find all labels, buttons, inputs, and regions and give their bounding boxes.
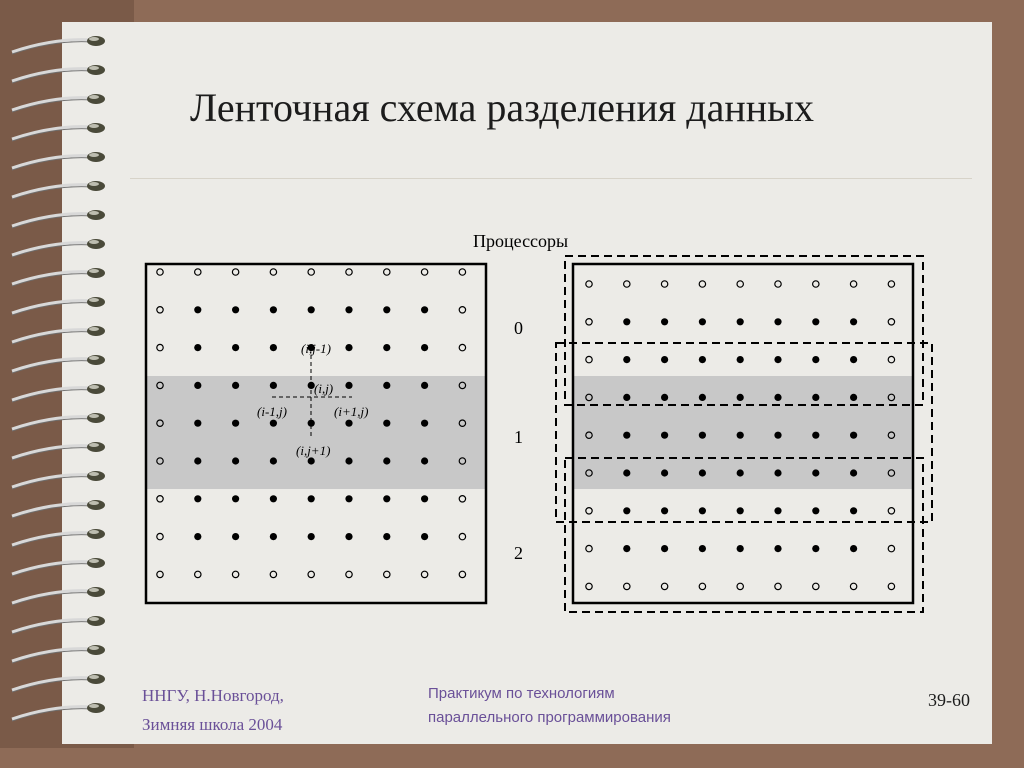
right-grid-boundary-point — [699, 281, 705, 287]
right-grid-interior-point — [812, 432, 819, 439]
right-grid-interior-point — [850, 507, 857, 514]
label-right-neighbor: (i+1,j) — [334, 404, 369, 419]
right-grid-interior-point — [623, 432, 630, 439]
left-grid-boundary-point — [459, 496, 465, 502]
right-grid-boundary-point — [586, 545, 592, 551]
right-grid-boundary-point — [661, 583, 667, 589]
left-grid-boundary-point — [346, 269, 352, 275]
left-grid-interior-point — [383, 495, 390, 502]
left-grid-boundary-point — [157, 344, 163, 350]
right-grid-interior-point — [623, 356, 630, 363]
processor-id-2: 2 — [514, 543, 523, 563]
left-grid-interior-point — [270, 344, 277, 351]
right-grid-interior-point — [699, 394, 706, 401]
footer-org — [142, 683, 284, 738]
right-grid-boundary-point — [586, 583, 592, 589]
left-grid-interior-point — [421, 420, 428, 427]
right-grid-interior-point — [774, 469, 781, 476]
left-grid-boundary-point — [421, 269, 427, 275]
left-grid-boundary-point — [157, 307, 163, 313]
footer-org-line1: ННГУ, Н.Новгород, — [142, 686, 284, 705]
left-grid-interior-point — [232, 382, 239, 389]
left-grid-interior-point — [270, 495, 277, 502]
left-grid-boundary-point — [157, 269, 163, 275]
left-grid-interior-point — [345, 457, 352, 464]
right-grid-interior-point — [699, 356, 706, 363]
right-grid-interior-point — [812, 469, 819, 476]
footer-course — [428, 682, 671, 730]
label-top-neighbor: (i,j-1) — [301, 341, 331, 356]
left-grid-interior-point — [308, 457, 315, 464]
left-grid-boundary-point — [157, 496, 163, 502]
left-grid-boundary-point — [384, 571, 390, 577]
right-grid-boundary-point — [586, 281, 592, 287]
right-grid-interior-point — [623, 507, 630, 514]
left-grid-interior-point — [345, 344, 352, 351]
left-grid-interior-point — [421, 533, 428, 540]
right-grid-interior-point — [737, 356, 744, 363]
right-grid-boundary-point — [888, 281, 894, 287]
left-grid-interior-point — [383, 382, 390, 389]
left-grid-boundary-point — [384, 269, 390, 275]
left-grid-boundary-point — [459, 269, 465, 275]
page-number: 39-60 — [928, 690, 970, 710]
right-grid-interior-point — [623, 469, 630, 476]
left-grid-interior-point — [383, 306, 390, 313]
right-grid-interior-point — [774, 318, 781, 325]
left-grid-boundary-point — [308, 269, 314, 275]
left-grid-interior-point — [194, 457, 201, 464]
right-grid-boundary-point — [586, 319, 592, 325]
right-grid-boundary-point — [888, 508, 894, 514]
processors-label: Процессоры — [473, 231, 569, 251]
left-grid-interior-point — [270, 533, 277, 540]
label-left-neighbor: (i-1,j) — [257, 404, 287, 419]
left-grid-interior-point — [308, 495, 315, 502]
left-grid-interior-point — [345, 495, 352, 502]
right-grid-interior-point — [661, 318, 668, 325]
right-grid-boundary-point — [624, 583, 630, 589]
left-grid-interior-point — [345, 420, 352, 427]
left-grid-interior-point — [383, 420, 390, 427]
right-grid-boundary-point — [775, 281, 781, 287]
right-grid-boundary-point — [586, 508, 592, 514]
right-grid-interior-point — [774, 545, 781, 552]
left-grid-interior-point — [232, 344, 239, 351]
right-grid-interior-point — [699, 318, 706, 325]
left-grid-interior-point — [270, 420, 277, 427]
left-grid-interior-point — [270, 457, 277, 464]
left-grid-interior-point — [194, 495, 201, 502]
right-grid-boundary-point — [850, 281, 856, 287]
right-grid-interior-point — [737, 394, 744, 401]
left-grid-boundary-point — [459, 533, 465, 539]
left-grid-interior-point — [232, 420, 239, 427]
left-grid-interior-point — [421, 495, 428, 502]
left-grid-boundary-point — [232, 269, 238, 275]
right-grid-interior-point — [812, 394, 819, 401]
left-grid-interior-point — [383, 533, 390, 540]
left-grid-boundary-point — [459, 571, 465, 577]
right-grid-interior-point — [661, 432, 668, 439]
slide-title: Ленточная схема разделения данных — [190, 85, 815, 130]
left-grid-boundary-point — [346, 571, 352, 577]
left-grid-interior-point — [232, 533, 239, 540]
left-grid-interior-point — [383, 344, 390, 351]
right-grid-interior-point — [812, 545, 819, 552]
left-grid-boundary-point — [459, 344, 465, 350]
footer-org-line2: Зимняя школа 2004 — [142, 715, 283, 734]
right-grid-interior-point — [737, 545, 744, 552]
left-grid-interior-point — [194, 533, 201, 540]
left-grid-interior-point — [194, 344, 201, 351]
right-grid-interior-point — [699, 432, 706, 439]
right-grid-interior-point — [699, 469, 706, 476]
right-grid-interior-point — [774, 507, 781, 514]
left-grid-interior-point — [421, 457, 428, 464]
footer-course-line2: параллельного программирования — [428, 709, 671, 726]
left-grid-interior-point — [383, 457, 390, 464]
right-grid-interior-point — [661, 394, 668, 401]
label-center: (i,j) — [314, 381, 334, 396]
right-grid-interior-point — [661, 356, 668, 363]
right-grid-boundary-point — [888, 356, 894, 362]
right-grid-boundary-point — [699, 583, 705, 589]
left-grid-interior-point — [421, 344, 428, 351]
right-grid-interior-point — [623, 394, 630, 401]
left-grid-interior-point — [232, 457, 239, 464]
right-grid-interior-point — [850, 545, 857, 552]
left-grid-boundary-point — [195, 571, 201, 577]
left-grid-boundary-point — [232, 571, 238, 577]
left-grid-interior-point — [421, 382, 428, 389]
right-grid-boundary-point — [888, 545, 894, 551]
left-grid-interior-point — [232, 306, 239, 313]
left-grid-boundary-point — [157, 533, 163, 539]
left-grid-boundary-point — [157, 571, 163, 577]
left-grid-boundary-point — [195, 269, 201, 275]
right-grid-interior-point — [699, 507, 706, 514]
right-grid-boundary-point — [737, 281, 743, 287]
right-grid-interior-point — [737, 507, 744, 514]
right-grid-boundary-point — [813, 583, 819, 589]
right-grid-interior-point — [850, 432, 857, 439]
left-grid-boundary-point — [270, 571, 276, 577]
left-grid-interior-point — [270, 382, 277, 389]
right-grid-boundary-point — [775, 583, 781, 589]
right-grid-boundary-point — [661, 281, 667, 287]
right-grid-interior-point — [737, 469, 744, 476]
right-grid-interior-point — [661, 469, 668, 476]
left-grid-interior-point — [421, 306, 428, 313]
right-grid-interior-point — [812, 507, 819, 514]
right-grid-interior-point — [661, 545, 668, 552]
right-grid-interior-point — [737, 318, 744, 325]
right-grid-boundary-point — [586, 356, 592, 362]
left-grid-interior-point — [308, 306, 315, 313]
left-grid-boundary-point — [421, 571, 427, 577]
left-grid-interior-point — [345, 533, 352, 540]
right-grid-boundary-point — [888, 319, 894, 325]
left-grid-interior-point — [194, 382, 201, 389]
left-grid-interior-point — [194, 420, 201, 427]
right-grid-interior-point — [623, 318, 630, 325]
right-grid-interior-point — [774, 432, 781, 439]
right-grid-interior-point — [661, 507, 668, 514]
left-grid-interior-point — [308, 533, 315, 540]
right-grid-interior-point — [699, 545, 706, 552]
right-grid-interior-point — [812, 356, 819, 363]
right-grid-interior-point — [737, 432, 744, 439]
label-bottom-neighbor: (i,j+1) — [296, 443, 331, 458]
left-grid-boundary-point — [308, 571, 314, 577]
left-grid-interior-point — [345, 306, 352, 313]
right-grid — [556, 256, 932, 612]
right-grid-interior-point — [623, 545, 630, 552]
left-grid-boundary-point — [270, 269, 276, 275]
left-grid-boundary-point — [459, 307, 465, 313]
right-grid-boundary-point — [850, 583, 856, 589]
left-grid-interior-point — [232, 495, 239, 502]
left-grid-interior-point — [194, 306, 201, 313]
right-grid-interior-point — [850, 318, 857, 325]
left-grid — [146, 264, 486, 603]
left-grid-interior-point — [270, 306, 277, 313]
right-grid-interior-point — [850, 394, 857, 401]
right-grid-interior-point — [850, 356, 857, 363]
right-grid-boundary-point — [624, 281, 630, 287]
right-grid-interior-point — [774, 356, 781, 363]
footer-course-line1: Практикум по технологиям — [428, 685, 615, 702]
processor-id-1: 1 — [514, 427, 523, 447]
right-grid-boundary-point — [888, 583, 894, 589]
right-grid-interior-point — [850, 469, 857, 476]
right-grid-boundary-point — [813, 281, 819, 287]
right-grid-boundary-point — [737, 583, 743, 589]
left-grid-interior-point — [345, 382, 352, 389]
processor-id-0: 0 — [514, 318, 523, 338]
right-grid-interior-point — [774, 394, 781, 401]
right-grid-interior-point — [812, 318, 819, 325]
